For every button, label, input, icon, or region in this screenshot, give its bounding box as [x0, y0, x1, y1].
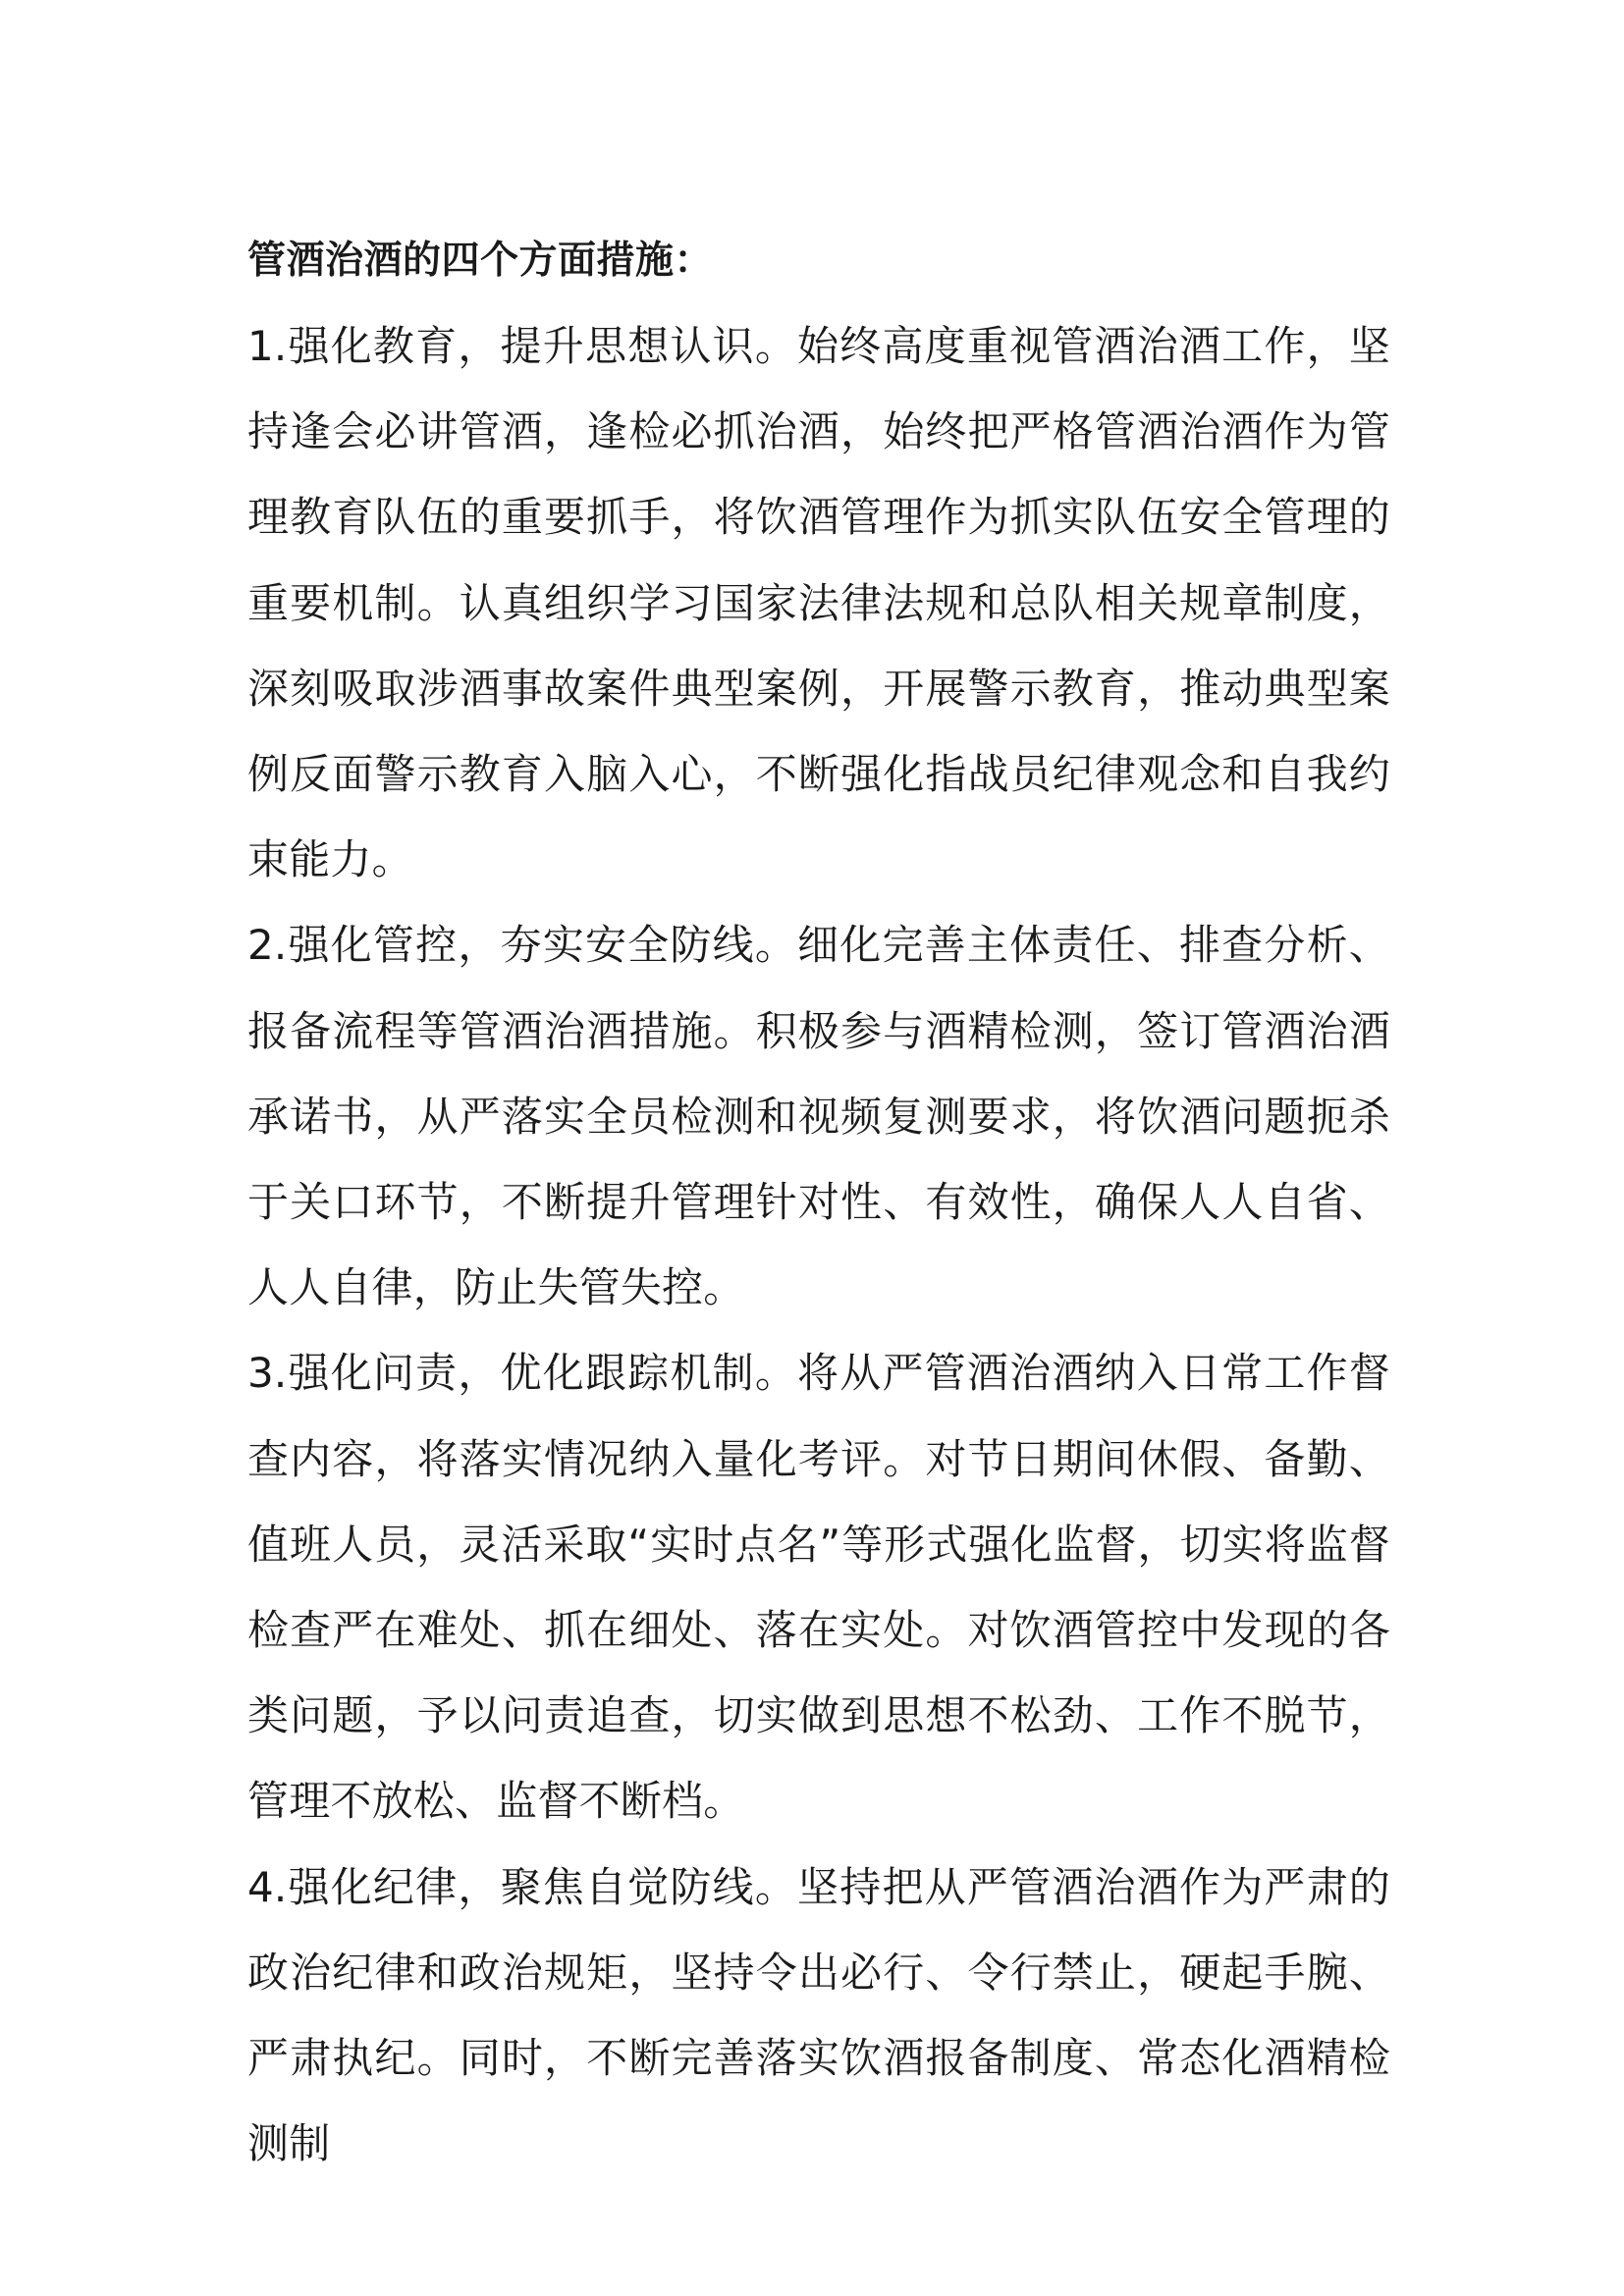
paragraph-4-discipline: 4.强化纪律，聚焦自觉防线。坚持把从严管酒治酒作为严肃的政治纪律和政治规矩，坚持令出必行、令行禁止，硬起手腕、严肃执纪。同时，不断完善落实饮酒报备制度、常态化酒精检测制: [247, 1862, 1390, 2168]
document-title: 管酒治酒的四个方面措施：: [247, 239, 714, 283]
document-page: [247, 218, 1390, 2186]
paragraph-3-accountability: 3.强化问责，优化跟踪机制。将从严管酒治酒纳入日常工作督查内容，将落实情况纳入量化考评。对节日期间休假、备勤、值班人员，灵活采取“实时点名”等形式强化监督，切实将监督检查严在难处、抓在细处、落在实处。对饮酒管控中发现的各类问题，予以问责追查，切实做到思想不松劲、工作不脱节，管理不放松、监督不断档。: [247, 1349, 1390, 1826]
paragraph-2-control: 2.强化管控，夯实安全防线。细化完善主体责任、排查分析、报备流程等管酒治酒措施。积极参与酒精检测，签订管酒治酒承诺书，从严落实全员检测和视频复测要求，将饮酒问题扼杀于关口环节，不断提升管理针对性、有效性，确保人人自省、人人自律，防止失管失控。: [247, 921, 1390, 1312]
paragraph-1-education: 1.强化教育，提升思想认识。始终高度重视管酒治酒工作，坚持逢会必讲管酒，逢检必抓治酒，始终把严格管酒治酒作为管理教育队伍的重要抓手，将饮酒管理作为抓实队伍安全管理的重要机制。认真组织学习国家法律法规和总队相关规章制度，深刻吸取涉酒事故案件典型案例，开展警示教育，推动典型案例反面警示教育入脑入心，不断强化指战员纪律观念和自我约束能力。: [247, 322, 1390, 884]
